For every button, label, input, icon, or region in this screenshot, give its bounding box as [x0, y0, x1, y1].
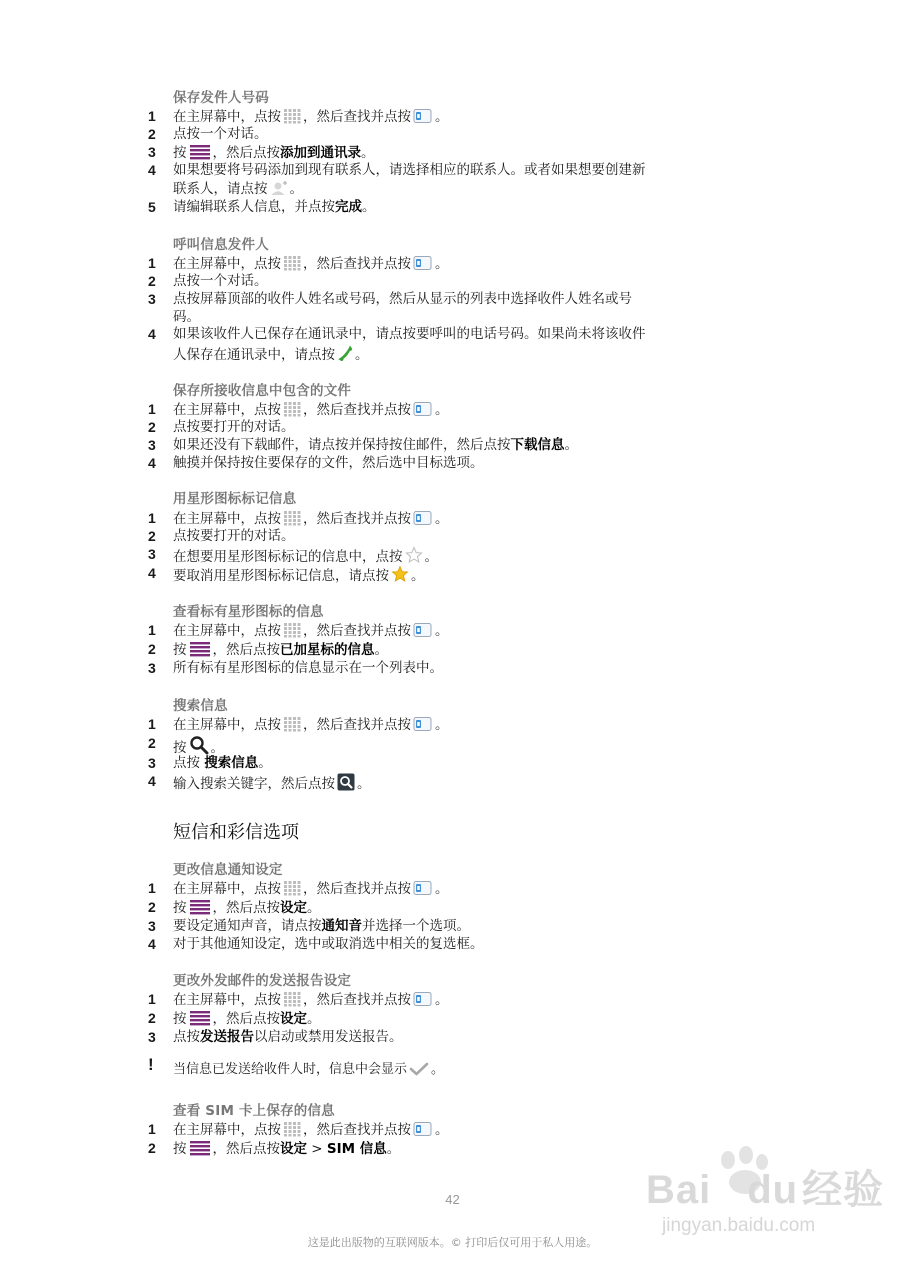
step-text: 以启动或禁用发送报告。	[254, 1029, 403, 1045]
step-number: 1	[148, 1121, 156, 1137]
step-text: ，然后点按	[212, 145, 280, 161]
step-text: 。	[361, 145, 375, 161]
section-title-notification-settings: 更改信息通知设定	[173, 862, 283, 878]
step-text: 。	[307, 900, 321, 916]
step-text: 按	[173, 900, 187, 916]
step-text: 。	[435, 109, 449, 125]
call-icon	[337, 344, 353, 362]
step-text: 。	[210, 740, 224, 756]
step-text: 。	[435, 992, 449, 1008]
step-text: 触摸并保持按住要保存的文件，然后选中目标选项。	[173, 455, 484, 471]
menu-icon	[189, 641, 211, 657]
step-number: 1	[148, 622, 156, 638]
step-number: 2	[148, 419, 156, 435]
step-number: 2	[148, 1140, 156, 1156]
step-text: 如果想要将号码添加到现有联系人，请选择相应的联系人。或者如果想要创建新	[173, 162, 646, 178]
messaging-app-icon	[413, 622, 433, 638]
page-number: 42	[445, 1192, 460, 1207]
watermark-brand-bai: Bai	[646, 1168, 712, 1212]
messaging-app-icon	[413, 401, 433, 417]
step-text: 。	[357, 776, 371, 792]
step-number: 4	[148, 936, 156, 952]
step-text: 。	[307, 1011, 321, 1027]
step-number: 3	[148, 144, 156, 160]
step-text: 。	[374, 642, 388, 658]
step-text: 在主屏幕中，点按	[173, 881, 281, 897]
step-number: 1	[148, 880, 156, 896]
step-number: 3	[148, 291, 156, 307]
ui-term: 设定	[280, 1011, 307, 1027]
apps-grid-icon	[283, 880, 301, 896]
step-text: 要设定通知声音，请点按	[173, 918, 322, 934]
step-text: 按	[173, 1011, 187, 1027]
step-text: 。	[411, 568, 425, 584]
step-text: 按	[173, 740, 187, 756]
step-text: 点按一个对话。	[173, 273, 268, 289]
section-title-save-attachments: 保存所接收信息中包含的文件	[173, 383, 352, 399]
ui-term: 下载信息	[510, 437, 565, 453]
messaging-app-icon	[413, 880, 433, 896]
step-number: 1	[148, 991, 156, 1007]
step-text: 。	[435, 717, 449, 733]
step-text: ，然后查找并点按	[303, 717, 411, 733]
step-text: ，然后点按	[212, 642, 280, 658]
step-text: ，然后查找并点按	[303, 881, 411, 897]
section-title-save-sender-number: 保存发件人号码	[173, 90, 269, 106]
step-text: 在主屏幕中，点按	[173, 992, 281, 1008]
step-number: 5	[148, 199, 156, 215]
menu-icon	[189, 899, 211, 915]
step-text: 按	[173, 642, 187, 658]
step-number: 1	[148, 716, 156, 732]
step-text: 。	[435, 623, 449, 639]
chapter-heading: 短信和彩信选项	[173, 822, 299, 843]
step-text: 点按一个对话。	[173, 126, 268, 142]
step-text: 码。	[173, 308, 200, 325]
apps-grid-icon	[283, 991, 301, 1007]
ui-term: 设定	[280, 1141, 307, 1157]
ui-term: SIM 信息	[326, 1141, 387, 1157]
step-number: 3	[148, 1029, 156, 1045]
step-text: 如果该收件人已保存在通讯录中，请点按要呼叫的电话号码。如果尚未将该收件	[173, 326, 646, 342]
messaging-app-icon	[413, 510, 433, 526]
step-text: 。	[564, 437, 578, 453]
apps-grid-icon	[283, 401, 301, 417]
step-text: 点按屏幕顶部的收件人姓名或号码，然后从显示的列表中选择收件人姓名或号	[173, 291, 632, 307]
menu-icon	[189, 144, 211, 160]
step-number: 3	[148, 660, 156, 676]
ui-term: 搜索信息	[204, 755, 259, 771]
step-number: 1	[148, 510, 156, 526]
step-number: 4	[148, 162, 156, 178]
messaging-app-icon	[413, 108, 433, 124]
step-text: 点按	[173, 755, 200, 771]
step-number: 1	[148, 401, 156, 417]
step-text: 。	[435, 402, 449, 418]
step-text: 点按要打开的对话。	[173, 419, 295, 435]
star-outline-icon	[405, 546, 423, 564]
note-body: 当信息已发送给收件人时，信息中会显示	[173, 1062, 408, 1077]
menu-icon	[189, 1010, 211, 1026]
messaging-app-icon	[413, 1121, 433, 1137]
watermark-url: jingyan.baidu.com	[662, 1215, 816, 1236]
step-text: 在主屏幕中，点按	[173, 1122, 281, 1138]
step-text: 点按要打开的对话。	[173, 528, 295, 544]
step-number: 3	[148, 437, 156, 453]
messaging-app-icon	[413, 255, 433, 271]
step-text: 在主屏幕中，点按	[173, 109, 281, 125]
section-title-sim-messages: 查看 SIM 卡上保存的信息	[173, 1103, 335, 1119]
step-text: 。	[435, 881, 449, 897]
ui-term: 设定	[280, 900, 307, 916]
step-text: 。	[362, 199, 376, 215]
add-contact-icon	[270, 180, 288, 196]
apps-grid-icon	[283, 716, 301, 732]
step-number: 3	[148, 918, 156, 934]
step-text: 。	[424, 549, 438, 565]
step-text: 联系人，请点按	[173, 180, 268, 197]
ui-term: 添加到通讯录	[280, 145, 361, 161]
step-text: 。	[386, 1141, 401, 1157]
watermark-brand-du: du	[747, 1168, 799, 1212]
apps-grid-icon	[283, 510, 301, 526]
apps-grid-icon	[283, 108, 301, 124]
step-number: 2	[148, 528, 156, 544]
step-text: 按	[173, 145, 187, 161]
search-icon	[189, 735, 209, 755]
note-exclamation-icon: !	[148, 1055, 154, 1074]
step-number: 2	[148, 1010, 156, 1026]
search-button-icon	[337, 773, 355, 791]
step-number: 1	[148, 108, 156, 124]
step-number: 3	[148, 755, 156, 771]
step-number: 4	[148, 565, 156, 581]
step-text: 人保存在通讯录中，请点按	[173, 346, 335, 363]
step-number: 4	[148, 773, 156, 789]
step-text: 并选择一个选项。	[362, 918, 470, 934]
step-text: 在主屏幕中，点按	[173, 256, 281, 272]
section-title-call-sender: 呼叫信息发件人	[173, 237, 269, 253]
section-title-delivery-report: 更改外发邮件的发送报告设定	[173, 973, 352, 989]
step-text: ，然后查找并点按	[303, 256, 411, 272]
step-number: 2	[148, 899, 156, 915]
step-number: 2	[148, 641, 156, 657]
step-number: 1	[148, 255, 156, 271]
step-text: ，然后查找并点按	[303, 109, 411, 125]
step-text: ，然后查找并点按	[303, 1122, 411, 1138]
step-text: 。	[435, 511, 449, 527]
step-text: 在想要用星形图标标记的信息中，点按	[173, 549, 403, 565]
step-text: ，然后点按	[212, 900, 280, 916]
section-title-star-messages: 用星形图标标记信息	[173, 491, 297, 507]
step-text: ，然后查找并点按	[303, 992, 411, 1008]
step-text: 点按	[173, 1029, 200, 1045]
step-number: 2	[148, 273, 156, 289]
section-title-search-messages: 搜索信息	[173, 698, 228, 714]
step-text: 在主屏幕中，点按	[173, 623, 281, 639]
step-text: ，然后查找并点按	[303, 402, 411, 418]
apps-grid-icon	[283, 255, 301, 271]
step-text: 在主屏幕中，点按	[173, 717, 281, 733]
step-text: 。	[258, 755, 272, 771]
step-number: 2	[148, 735, 156, 751]
star-filled-icon	[391, 565, 409, 583]
ui-term: 发送报告	[200, 1029, 254, 1045]
ui-term: 已加星标的信息	[280, 642, 375, 658]
section-title-view-starred: 查看标有星形图标的信息	[173, 604, 324, 620]
step-text: 输入搜索关键字，然后点按	[173, 776, 335, 792]
step-text: 。	[435, 1122, 449, 1138]
step-text: 请编辑联系人信息，并点按	[173, 199, 335, 215]
step-number: 4	[148, 455, 156, 471]
step-text: 按	[173, 1141, 187, 1157]
messaging-app-icon	[413, 716, 433, 732]
step-number: 3	[148, 546, 156, 562]
step-number: 2	[148, 126, 156, 142]
apps-grid-icon	[283, 1121, 301, 1137]
step-text: ，然后查找并点按	[303, 511, 411, 527]
step-text: ，然后查找并点按	[303, 623, 411, 639]
step-text: 在主屏幕中，点按	[173, 402, 281, 418]
step-text: 如果还没有下载邮件，请点按并保持按住邮件，然后点按	[173, 437, 511, 453]
ui-term: 通知音	[321, 918, 362, 934]
step-text: ，然后点按	[212, 1141, 280, 1157]
step-text: 。	[355, 346, 369, 363]
step-text: 。	[435, 256, 449, 272]
step-text: >	[307, 1141, 327, 1157]
note-text	[173, 1058, 444, 1077]
step-text: 对于其他通知设定，选中或取消选中相关的复选框。	[173, 936, 484, 952]
checkmark-icon	[409, 1062, 429, 1076]
step-text: 在主屏幕中，点按	[173, 511, 281, 527]
menu-icon	[189, 1140, 211, 1156]
footer-notice: 这是此出版物的互联网版本。© 打印后仅可用于私人用途。	[307, 1236, 598, 1249]
step-text: ，然后点按	[212, 1011, 280, 1027]
apps-grid-icon	[283, 622, 301, 638]
step-number: 4	[148, 326, 156, 342]
messaging-app-icon	[413, 991, 433, 1007]
watermark-cn: 经验	[802, 1168, 885, 1212]
step-text: 要取消用星形图标标记信息，请点按	[173, 568, 389, 584]
step-text: 所有标有星形图标的信息显示在一个列表中。	[173, 660, 443, 676]
step-text: 。	[289, 180, 303, 197]
note-end: 。	[431, 1062, 445, 1077]
ui-term: 完成	[335, 199, 362, 215]
